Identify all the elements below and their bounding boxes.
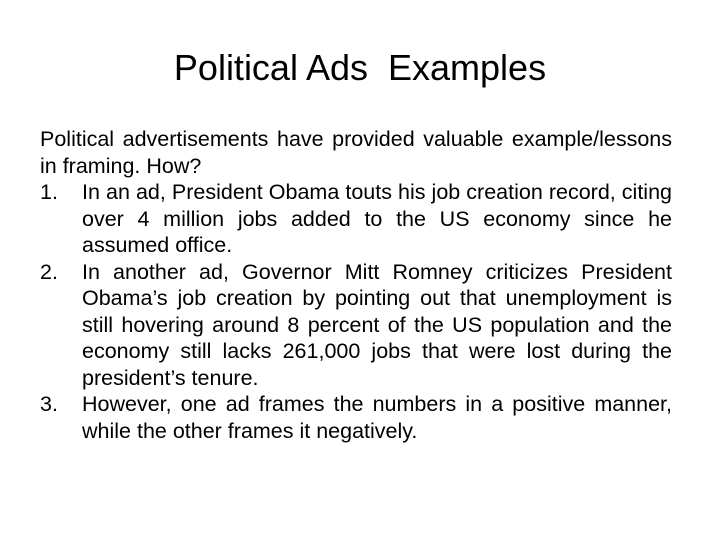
- list-item-number: 1.: [40, 180, 58, 204]
- list-item: [40, 179, 672, 259]
- list-item-text: In an ad, President Obama touts his job creation record, citing over 4 million jobs added to the US economy since he assumed office.: [82, 180, 672, 257]
- list-item-number: 3.: [40, 392, 58, 416]
- slide-body: [40, 126, 672, 444]
- list-item-text: In another ad, Governor Mitt Romney criticizes President Obama’s job creation by pointing out that unemployment is still hovering around 8 percent of the US population and the economy still lacks 261,000 jobs that were lost during the president’s tenure.: [82, 259, 672, 390]
- numbered-list: [40, 179, 672, 444]
- list-item-text: However, one ad frames the numbers in a positive manner, while the other frames it negatively.: [82, 392, 672, 443]
- slide-title: Political Ads Examples: [173, 47, 547, 88]
- intro-paragraph: Political advertisements have provided valuable example/lessons in framing. How?: [40, 127, 672, 178]
- list-item: [40, 391, 672, 444]
- list-item-number: 2.: [40, 259, 58, 284]
- list-item: [40, 259, 672, 392]
